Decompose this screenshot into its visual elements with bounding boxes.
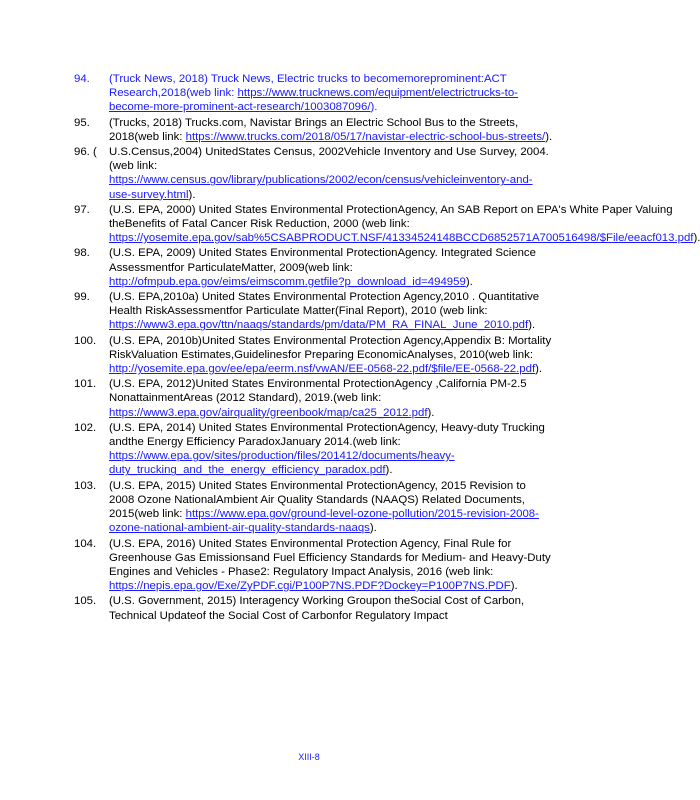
reference-link[interactable]: https://www3.epa.gov/ttn/naaqs/standards/pm/data/PM_RA_FINAL_June_2010.pdf (109, 319, 529, 332)
reference-item (74, 537, 554, 594)
reference-body (109, 246, 554, 289)
reference-body (109, 145, 554, 202)
page-number: XIII-8 (298, 752, 320, 762)
reference-body (109, 203, 700, 246)
reference-item (74, 203, 700, 246)
reference-text: U.S.Census,2004) UnitedStates Census, 2002Vehicle Inventory and Use Survey, 2004.(web link: (109, 146, 549, 173)
reference-closing: ). (693, 232, 700, 245)
reference-number: 98. (74, 247, 90, 260)
reference-item (74, 246, 554, 289)
reference-item (74, 594, 554, 622)
reference-text: (U.S. EPA,2010a) United States Environmental Protection Agency,2010 . Quantitative Health RiskAssessmentfor Particulate Matter(Final Report), 2010 (web link: (109, 291, 540, 318)
reference-number: 99. (74, 291, 90, 304)
reference-closing: ). (188, 188, 196, 201)
reference-item (74, 479, 554, 536)
reference-link[interactable]: https://nepis.epa.gov/Exe/ZyPDF.cgi/P100P7NS.PDF?Dockey=P100P7NS.PDF (109, 580, 511, 593)
reference-item (74, 116, 554, 144)
reference-body (109, 479, 554, 536)
reference-link[interactable]: https://www.epa.gov/ground-level-ozone-pollution/2015-revision-2008-ozone-national-ambient-air-quality-standards-naaqs (109, 508, 539, 535)
reference-number: 105. (74, 595, 97, 608)
reference-text: (U.S. EPA, 2014) United States Environmental ProtectionAgency, Heavy-duty Trucking andthe Energy Efficiency ParadoxJanuary 2014.(web link: (109, 421, 545, 449)
reference-number: 94. (74, 73, 90, 85)
reference-body (109, 421, 554, 478)
reference-text: (U.S. EPA, 2010b)United States Environmental Protection Agency,Appendix B: Mortality RiskValuation Estimates,Guidelinesfor Preparing EconomicAnalyses, 2010(web link: (109, 334, 552, 361)
reference-link[interactable]: https://www.census.gov/library/publications/2002/econ/census/vehicleinventory-and-use-survey.html (109, 174, 533, 201)
reference-item (74, 421, 554, 478)
reference-item (74, 334, 554, 377)
reference-number: 95. (74, 116, 90, 129)
reference-text: (Truck News, 2018) Truck News, Electric trucks to becomemoreprominent:ACT Research,2018(web link: (109, 73, 507, 100)
reference-closing: ). (369, 522, 377, 535)
reference-number: 100. (74, 334, 97, 347)
reference-link[interactable]: https://www.trucknews.com/equipment/electrictrucks-to-become-more-prominent-act-research/1003087096/ (109, 87, 518, 114)
reference-closing: ). (465, 275, 473, 288)
reference-link[interactable]: http://yosemite.epa.gov/ee/epa/eerm.nsf/vwAN/EE-0568-22.pdf/$file/EE-0568-22.pdf (109, 363, 536, 376)
reference-number: 102. (74, 421, 97, 434)
reference-text: (U.S. EPA, 2012)United States Environmental ProtectionAgency ,California PM-2.5 NonattainmentAreas (2012 Standard), 2019.(web link: (109, 378, 527, 405)
reference-item (74, 377, 554, 420)
reference-closing: ). (385, 464, 393, 477)
reference-closing: ). (535, 363, 543, 376)
reference-link[interactable]: https://yosemite.epa.gov/sab%5CSABPRODUCT.NSF/41334524148BCCD6852571A700516498/$File/eeacf013.pdf (109, 232, 694, 245)
reference-text: (U.S. EPA, 2016) United States Environmental Protection Agency, Final Rule for Greenhouse Gas Emissionsand Fuel Efficiency Standards for Medium- and Heavy-Duty Engines and Vehicles - Phase2: Regulatory Impact Analysis, 2016 (web link: (109, 537, 551, 578)
reference-list (74, 72, 700, 624)
reference-item (74, 72, 554, 115)
reference-body (109, 290, 554, 333)
reference-body (109, 537, 554, 594)
reference-text: (U.S. EPA, 2015) United States Environmental ProtectionAgency, 2015 Revision to 2008 Ozone NationalAmbient Air Quality Standards (NAAQS) Related Documents, 2015(web link: (109, 479, 526, 521)
reference-number: 97. (74, 203, 90, 216)
reference-body (109, 377, 554, 420)
reference-link[interactable]: https://www3.epa.gov/airquality/greenbook/map/ca25_2012.pdf (109, 406, 428, 419)
reference-body (109, 72, 554, 115)
reference-body (109, 594, 554, 622)
reference-text: (U.S. EPA, 2000) United States Environmental ProtectionAgency, An SAB Report on EPA's White Paper Valuing theBenefits of Fatal Cancer Risk Reduction, 2000 (web link: (109, 203, 673, 231)
reference-link[interactable]: https://www.epa.gov/sites/production/files/201412/documents/heavy-duty_trucking_and_the_energy_efficiency_paradox.pdf (109, 450, 455, 477)
reference-closing: ). (528, 319, 536, 332)
reference-text: (U.S. EPA, 2009) United States Environmental ProtectionAgency. Integrated Science Assessmentfor ParticulateMatter, 2009(web link: (109, 247, 536, 274)
reference-closing: ). (510, 580, 518, 593)
reference-link[interactable]: https://www.trucks.com/2018/05/17/navistar-electric-school-bus-streets/ (185, 130, 546, 143)
reference-closing: ). (545, 130, 553, 143)
reference-item (74, 290, 554, 333)
reference-item (74, 145, 554, 202)
reference-body (109, 334, 554, 377)
reference-closing: ). (427, 406, 435, 419)
reference-link[interactable]: http://ofmpub.epa.gov/eims/eimscomm.getfile?p_download_id=494959 (109, 275, 466, 288)
reference-number: 101. (74, 378, 97, 391)
reference-body (109, 116, 554, 144)
reference-text: (Trucks, 2018) Trucks.com, Navistar Brings an Electric School Bus to the Streets, 2018(web link: (109, 116, 519, 143)
reference-closing: ). (370, 101, 378, 114)
reference-number: 104. (74, 537, 97, 550)
reference-number: 96. ( (74, 146, 97, 159)
reference-number: 103. (74, 479, 97, 492)
reference-text: (U.S. Government, 2015) Interagency Working Groupon theSocial Cost of Carbon, Technical Updateof the Social Cost of Carbonfor Regulatory Impact (109, 595, 525, 622)
